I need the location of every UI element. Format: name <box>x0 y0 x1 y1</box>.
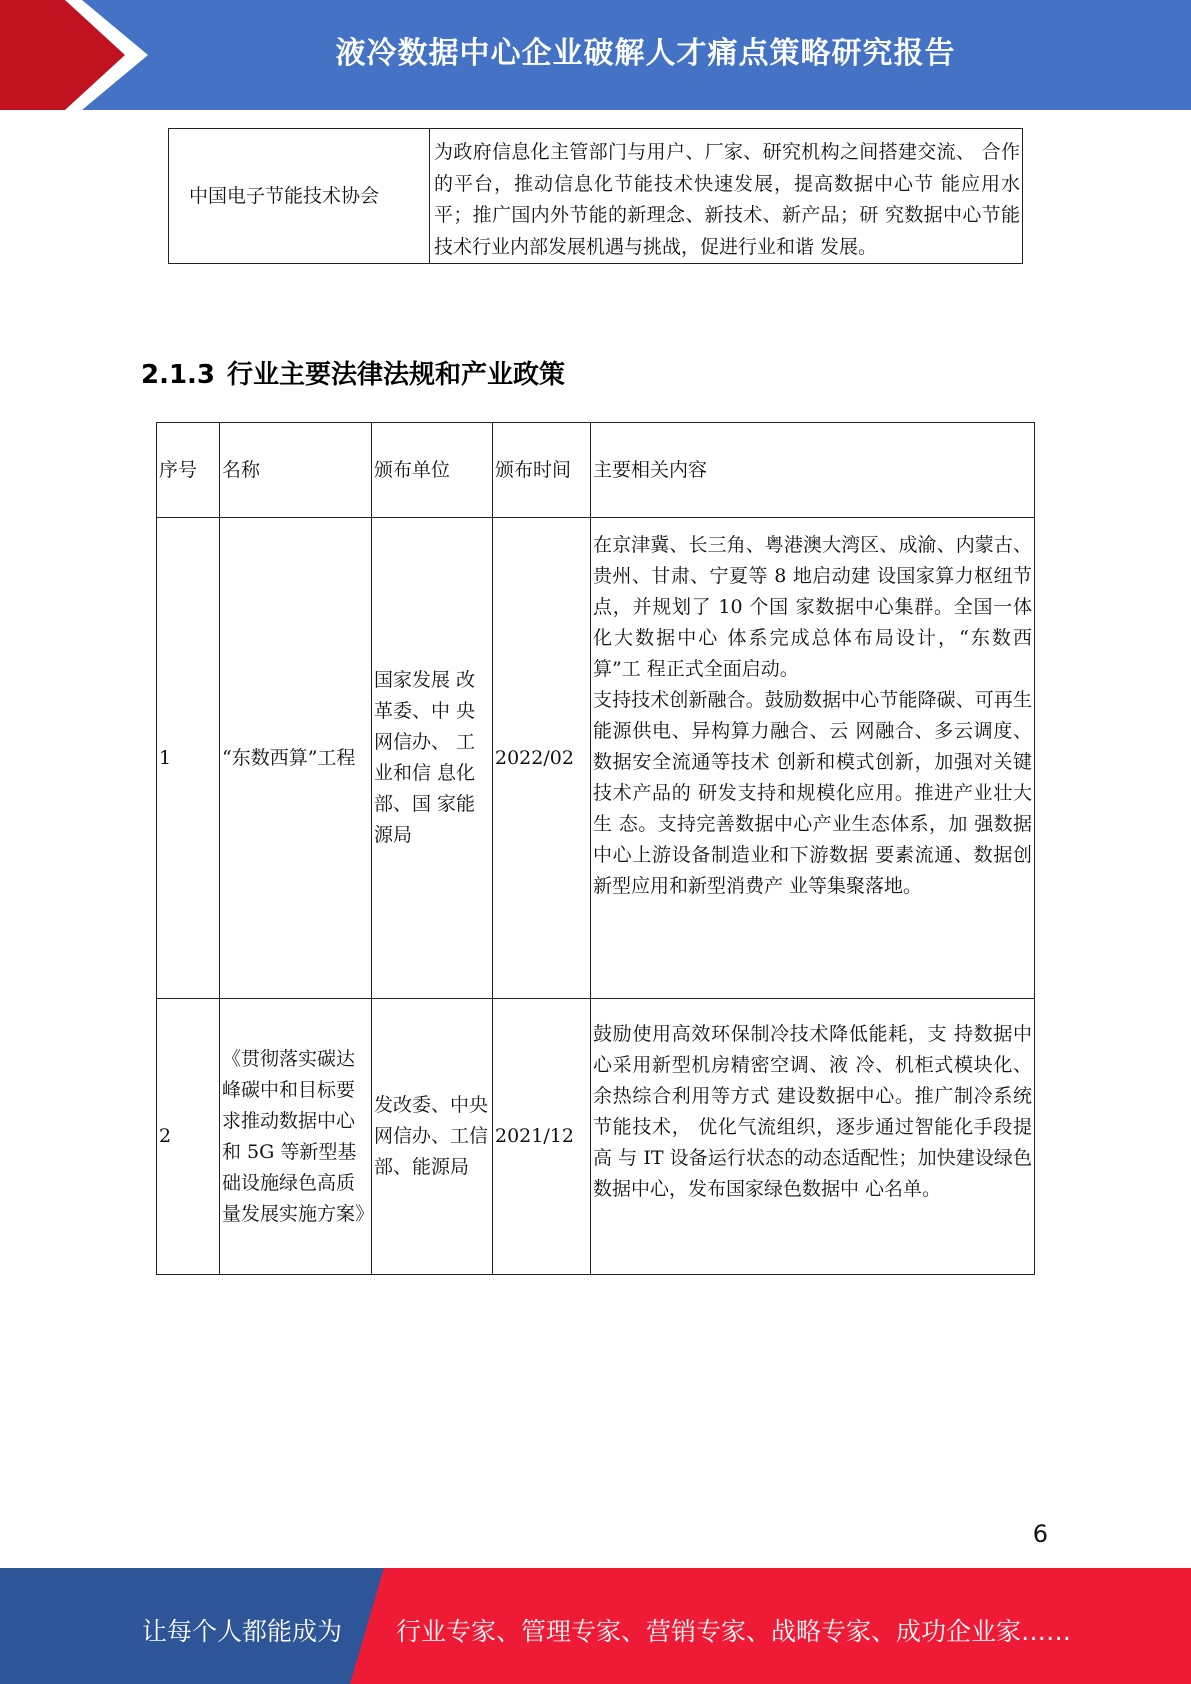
org-table <box>168 128 1023 264</box>
footer-slogan-right: 行业专家、管理专家、营销专家、战略专家、成功企业家…… <box>396 1617 1072 1646</box>
row-seq: 1 <box>157 518 220 999</box>
page-footer <box>0 1568 1191 1684</box>
org-name: 中国电子节能技术协会 <box>169 129 430 264</box>
row-seq: 2 <box>157 999 220 1275</box>
page-header <box>0 0 1191 110</box>
table-row <box>169 129 1023 264</box>
page-number: 6 <box>1032 1520 1048 1548</box>
table-row <box>157 999 1035 1275</box>
row-unit: 发改委、中央网信办、工信部、能源局 <box>372 999 493 1275</box>
row-date: 2021/12 <box>493 999 591 1275</box>
org-description: 为政府信息化主管部门与用户、厂家、研究机构之间搭建交流、 合作的平台，推动信息化节能技术快速发展，提高数据中心节 能应用水平；推广国内外节能的新理念、新技术、新产品；研 究数据中心节能技术行业内部发展机遇与挑战，促进行业和谐 发展。 <box>430 129 1023 264</box>
report-title: 液冷数据中心企业破解人才痛点策略研究报告 <box>335 36 956 71</box>
row-name: 《贯彻落实碳达峰碳中和目标要求推动数据中心和 5G 等新型基础设施绿色高质量发展实施方案》 <box>220 999 372 1275</box>
header-unit: 颁布单位 <box>372 423 493 518</box>
table-row <box>157 518 1035 999</box>
content-paragraph: 支持技术创新融合。鼓励数据中心节能降碳、可再生能源供电、异构算力融合、云 网融合、多云调度、数据安全流通等技术 创新和模式创新，加强对关键技术产品的 研发支持和规模化应用。推进产业壮大生 态。支持完善数据中心产业生态体系，加 强数据中心上游设备制造业和下游数据 要素流通、数据创新型应用和新型消费产 业等集聚落地。 <box>593 689 1032 897</box>
header-content: 主要相关内容 <box>591 423 1035 518</box>
section-number: 2.1.3 <box>141 360 216 390</box>
header-name: 名称 <box>220 423 372 518</box>
footer-slogan-left: 让每个人都能成为 <box>142 1617 343 1646</box>
row-content <box>591 518 1035 999</box>
content-paragraph: 在京津冀、长三角、粤港澳大湾区、成渝、内蒙古、贵州、甘肃、宁夏等 8 地启动建 设国家算力枢纽节点，并规划了 10 个国 家数据中心集群。全国一体化大数据中心 体系完成总体布局设计，“东数西算”工 程正式全面启动。 <box>593 534 1032 680</box>
row-content <box>591 999 1035 1275</box>
row-date: 2022/02 <box>493 518 591 999</box>
row-unit: 国家发展 改革委、中 央网信办、 工业和信 息化部、国 家能源局 <box>372 518 493 999</box>
table-header-row <box>157 423 1035 518</box>
header-seq: 序号 <box>157 423 220 518</box>
header-date: 颁布时间 <box>493 423 591 518</box>
content-paragraph: 鼓励使用高效环保制冷技术降低能耗，支 持数据中心采用新型机房精密空调、液 冷、机柜式模块化、余热综合利用等方式 建设数据中心。推广制冷系统节能技术， 优化气流组织，逐步通过智能化手段提高 与 IT 设备运行状态的动态适配性；加快建设绿色数据中心，发布国家绿色数据中 心名单。 <box>593 1023 1032 1200</box>
section-title: 行业主要法律法规和产业政策 <box>227 360 566 390</box>
policy-table <box>156 422 1035 1275</box>
row-name: “东数西算”工程 <box>220 518 372 999</box>
section-heading <box>141 354 565 391</box>
